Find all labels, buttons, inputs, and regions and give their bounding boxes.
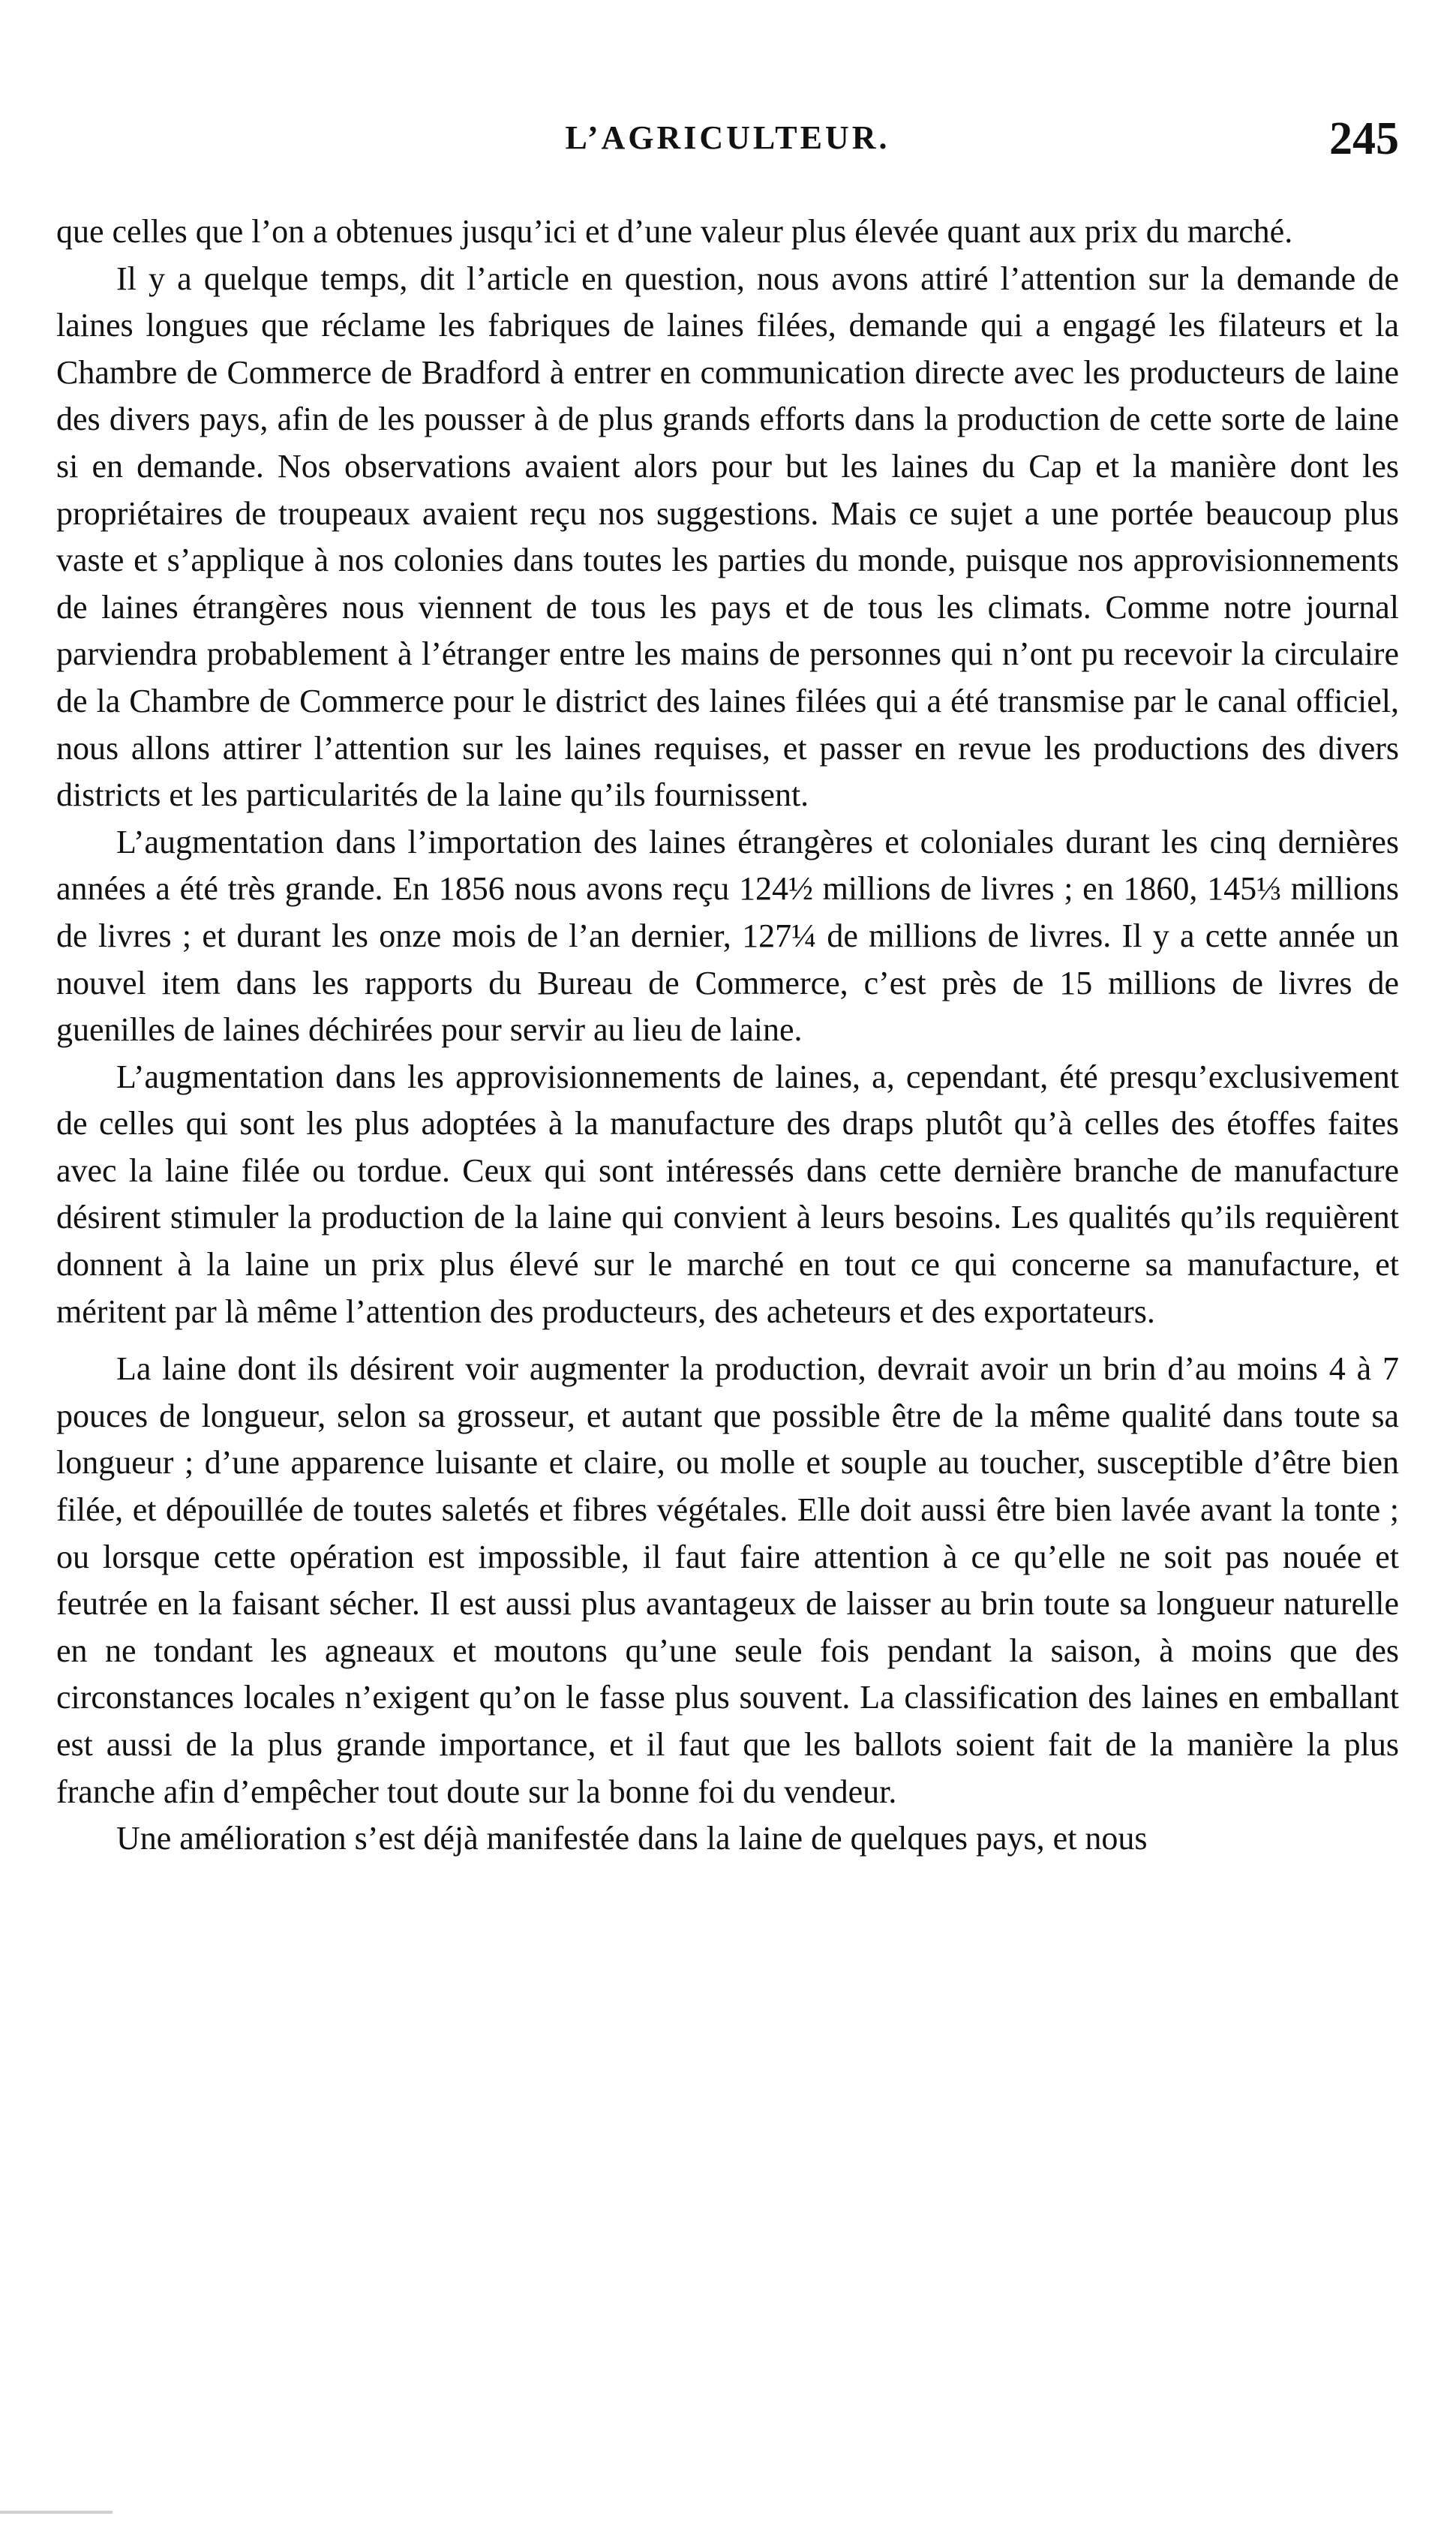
paragraph-continuation: que celles que l’on a obtenues jusqu’ici et d’une valeur plus élevée quant aux prix du marché. bbox=[56, 213, 1293, 250]
running-title: L’AGRICULTEUR. bbox=[565, 119, 890, 156]
paragraph-improvement: Une amélioration s’est déjà manifestée dans la laine de quelques pays, et nous bbox=[116, 1820, 1148, 1857]
page-number: 245 bbox=[1329, 113, 1399, 164]
paragraph-long-wool-demand: Il y a quelque temps, dit l’article en question, nous avons attiré l’attention sur la demande de laines longues que réclame les fabriques de laines filées, demande qui a engagé les filateurs et la Chambre de Commerce de Bradford à entrer en communication directe avec les producteurs de laine des divers pays, afin de les pousser à de plus grands efforts dans la production de cette sorte de laine si en demande. Nos observations avaient alors pour but les laines du Cap et la manière dont les propriétaires de troupeaux avaient reçu nos suggestions. Mais ce sujet a une portée beaucoup plus vaste et s’applique à nos colonies dans toutes les parties du monde, puisque nos approvisionnements de laines étrangères nous viennent de tous les pays et de tous les climats. Comme notre journal parviendra probablement à l’étranger entre les mains de personnes qui n’ont pu recevoir la circulaire de la Chambre de Commerce pour le district des laines filées qui a été transmise par le canal officiel, nous allons attirer l’attention sur les laines requises, et passer en revue les productions des divers districts et les particularités de la laine qu’ils fournissent. bbox=[56, 260, 1399, 814]
page-header bbox=[56, 113, 1399, 173]
paragraph-supply-increase: L’augmentation dans les approvisionnements de laines, a, cependant, été presqu’exclusivement de celles qui sont les plus adoptées à la manufacture des draps plutôt qu’à celles des étoffes faites avec la laine filée ou tordue. Ceux qui sont intéressés dans cette dernière branche de manufacture désirent stimuler la production de la laine qui convient à leurs besoins. Les qualités qu’ils requièrent donnent à la laine un prix plus élevé sur le marché en tout ce qui concerne sa manufacture, et méritent par là même l’attention des producteurs, des acheteurs et des exportateurs. bbox=[56, 1058, 1399, 1330]
body-text bbox=[56, 209, 1399, 1863]
paragraph-import-increase: L’augmentation dans l’importation des laines étrangères et coloniales durant les cinq dernières années a été très grande. En 1856 nous avons reçu 124½ millions de livres ; en 1860, 145⅓ millions de livres ; et durant les onze mois de l’an dernier, 127¼ de millions de livres. Il y a cette année un nouvel item dans les rapports du Bureau de Commerce, c’est près de 15 millions de livres de guenilles de laines déchirées pour servir au lieu de laine. bbox=[56, 823, 1399, 1049]
scan-edge-mark bbox=[0, 2511, 113, 2514]
paragraph-wool-qualities: La laine dont ils désirent voir augmenter la production, devrait avoir un brin d’au moins 4 à 7 pouces de longueur, selon sa grosseur, et autant que possible être de la même qualité dans toute sa longueur ; d’une apparence luisante et claire, ou molle et souple au toucher, susceptible d’être bien filée, et dépouillée de toutes saletés et fibres végétales. Elle doit aussi être bien lavée avant la tonte ; ou lorsque cette opération est impossible, il faut faire attention à ce qu’elle ne soit pas nouée et feutrée en la faisant sécher. Il est aussi plus avantageux de laisser au brin toute sa longueur naturelle en ne tondant les agneaux et moutons qu’une seule fois pendant la saison, à moins que des circonstances locales n’exigent qu’on le fasse plus souvent. La classification des laines en emballant est aussi de la plus grande importance, et il faut que les ballots soient fait de la manière la plus franche afin d’empêcher tout doute sur la bonne foi du vendeur. bbox=[56, 1350, 1399, 1810]
